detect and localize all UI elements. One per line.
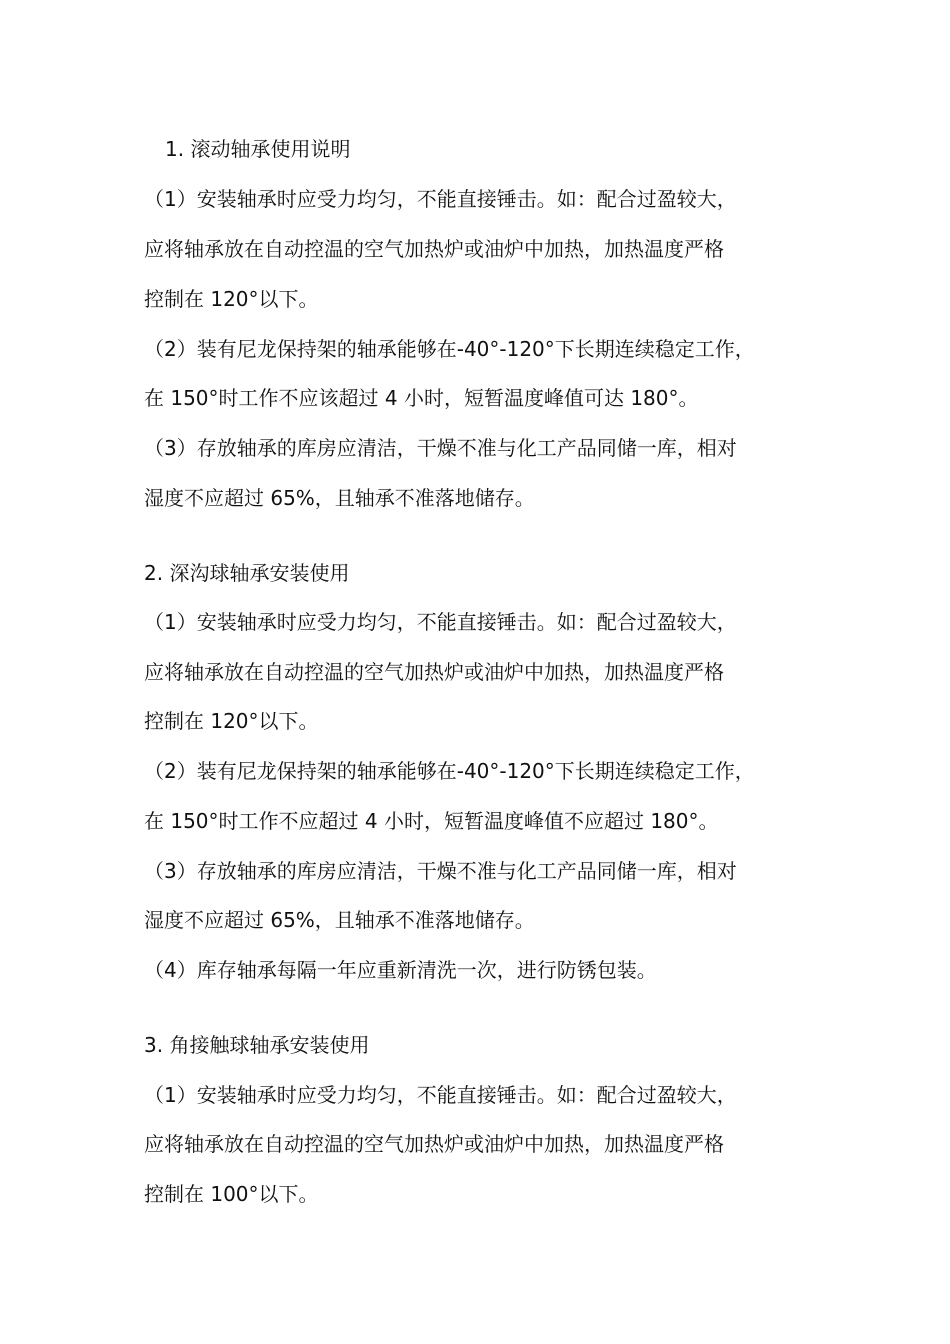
section-2-line-4: （2）装有尼龙保持架的轴承能够在-40°-120°下长期连续稳定工作， bbox=[144, 759, 755, 783]
section-1-line-2: 应将轴承放在自动控温的空气加热炉或油炉中加热，加热温度严格 bbox=[144, 237, 724, 261]
section-3-line-3: 控制在 100°以下。 bbox=[144, 1182, 319, 1206]
section-1-line-6: （3）存放轴承的库房应清洁，干燥不准与化工产品同储一库，相对 bbox=[144, 436, 737, 460]
section-2-line-8: （4）库存轴承每隔一年应重新清洗一次，进行防锈包装。 bbox=[144, 958, 657, 982]
section-2-line-3: 控制在 120°以下。 bbox=[144, 709, 319, 733]
section-2-line-1: （1）安装轴承时应受力均匀，不能直接锤击。如：配合过盈较大， bbox=[144, 610, 737, 634]
section-2-line-6: （3）存放轴承的库房应清洁，干燥不准与化工产品同储一库，相对 bbox=[144, 859, 737, 883]
section-3-heading: 3. 角接触球轴承安装使用 bbox=[144, 1033, 370, 1057]
section-1-heading: 1. 滚动轴承使用说明 bbox=[165, 137, 351, 161]
section-2-heading: 2. 深沟球轴承安装使用 bbox=[144, 561, 350, 585]
section-1-line-4: （2）装有尼龙保持架的轴承能够在-40°-120°下长期连续稳定工作， bbox=[144, 337, 755, 361]
section-1-line-7: 湿度不应超过 65%，且轴承不准落地储存。 bbox=[144, 486, 535, 510]
section-2-line-7: 湿度不应超过 65%，且轴承不准落地储存。 bbox=[144, 908, 535, 932]
section-1-line-5: 在 150°时工作不应该超过 4 小时，短暂温度峰值可达 180°。 bbox=[144, 386, 699, 410]
section-1-line-3: 控制在 120°以下。 bbox=[144, 287, 319, 311]
section-3-line-2: 应将轴承放在自动控温的空气加热炉或油炉中加热，加热温度严格 bbox=[144, 1132, 724, 1156]
section-1-line-1: （1）安装轴承时应受力均匀，不能直接锤击。如：配合过盈较大， bbox=[144, 187, 737, 211]
section-2-line-5: 在 150°时工作不应超过 4 小时，短暂温度峰值不应超过 180°。 bbox=[144, 809, 719, 833]
section-2-line-2: 应将轴承放在自动控温的空气加热炉或油炉中加热，加热温度严格 bbox=[144, 660, 724, 684]
section-3-line-1: （1）安装轴承时应受力均匀，不能直接锤击。如：配合过盈较大， bbox=[144, 1083, 737, 1107]
